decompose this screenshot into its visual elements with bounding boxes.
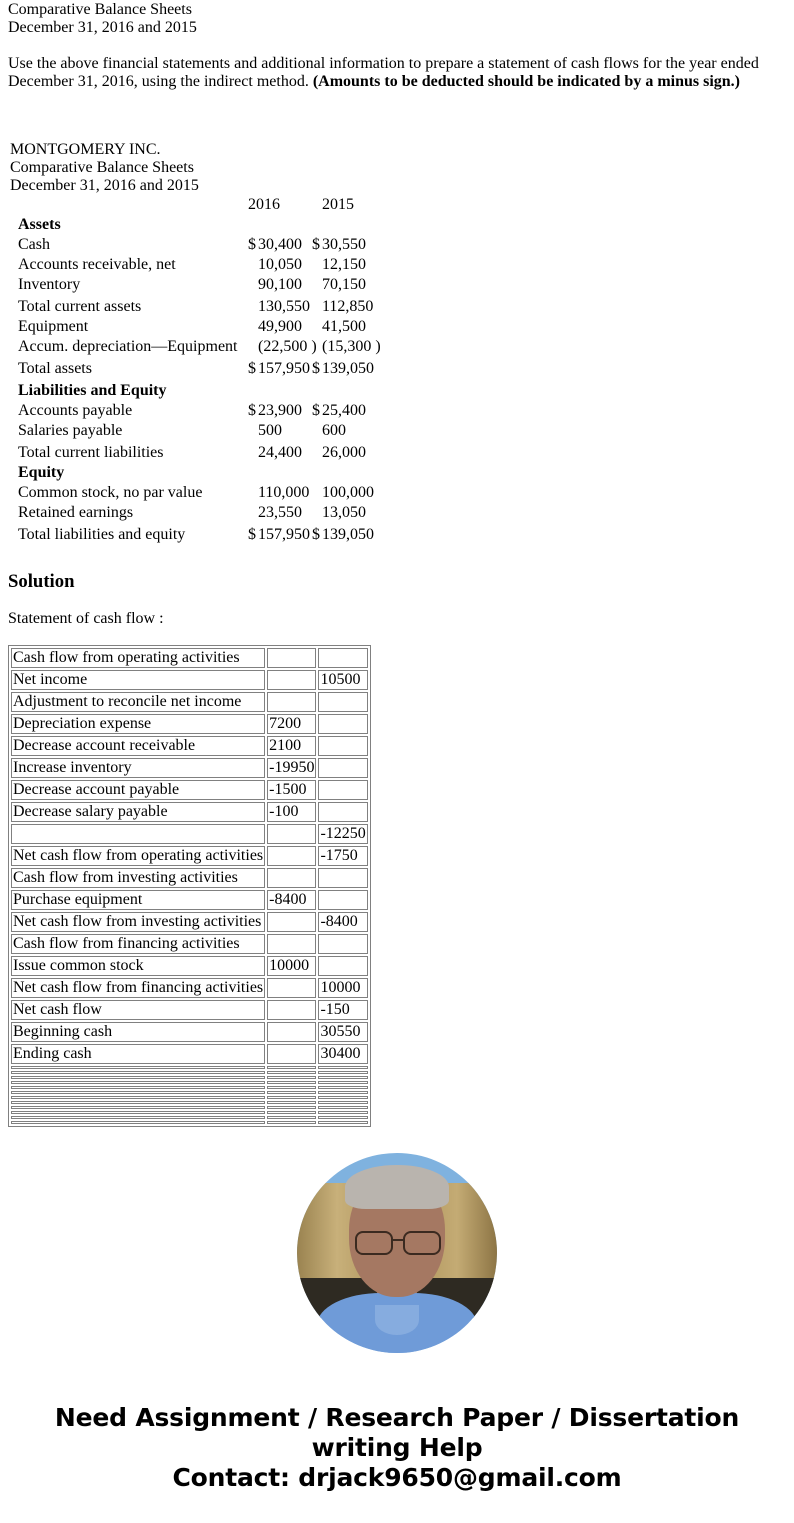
value-2015	[312, 503, 366, 523]
value-2016	[248, 381, 258, 401]
promo-line-2: writing Help	[311, 1433, 483, 1462]
table-row	[11, 758, 368, 778]
balance-row	[10, 443, 390, 463]
row-adjustment	[267, 648, 316, 668]
empty-row	[11, 1106, 368, 1109]
row-label: Adjustment to reconcile net income	[11, 692, 265, 712]
table-row	[11, 890, 368, 910]
balance-row	[10, 359, 390, 379]
empty-cell	[318, 1066, 367, 1069]
row-label: Depreciation expense	[11, 714, 265, 734]
instruction	[8, 55, 788, 91]
row-adjustment	[267, 978, 316, 998]
table-row	[11, 1022, 368, 1042]
value-2016	[248, 337, 317, 357]
empty-cell	[11, 1106, 265, 1109]
row-total: 10500	[318, 670, 367, 690]
value-2016	[248, 215, 258, 235]
table-row	[11, 802, 368, 822]
glasses-icon	[403, 1231, 441, 1255]
empty-row	[11, 1086, 368, 1089]
amount: 41,500	[322, 318, 366, 335]
solution-subheading: Statement of cash flow :	[8, 610, 164, 627]
amount: 23,550	[258, 504, 302, 521]
row-adjustment	[267, 1044, 316, 1064]
row-adjustment	[267, 846, 316, 866]
row-adjustment: 2100	[267, 736, 316, 756]
row-total: 10000	[318, 978, 367, 998]
empty-row	[11, 1121, 368, 1124]
row-total	[318, 736, 367, 756]
row-adjustment	[267, 1000, 316, 1020]
amount: 110,000	[258, 484, 310, 501]
year-2015: 2015	[322, 196, 354, 213]
value-2016	[248, 463, 258, 483]
table-row	[11, 824, 368, 844]
amount: 10,050	[258, 256, 302, 273]
row-adjustment	[267, 934, 316, 954]
section-header-row	[10, 463, 390, 483]
empty-cell	[267, 1106, 316, 1109]
row-adjustment: 7200	[267, 714, 316, 734]
value-2015	[312, 359, 374, 379]
empty-cell	[267, 1066, 316, 1069]
amount: 100,000	[322, 484, 374, 501]
empty-cell	[267, 1071, 316, 1074]
row-label: Salaries payable	[18, 422, 123, 439]
amount: (22,500 )	[258, 338, 317, 355]
value-2016	[248, 359, 310, 379]
row-label: Net income	[11, 670, 265, 690]
amount: 70,150	[322, 276, 366, 293]
table-row	[11, 648, 368, 668]
row-total: -150	[318, 1000, 367, 1020]
table-row	[11, 692, 368, 712]
amount: 157,950	[258, 360, 310, 377]
row-label: Liabilities and Equity	[18, 382, 167, 399]
empty-cell	[11, 1086, 265, 1089]
empty-cell	[11, 1101, 265, 1104]
intro-text	[8, 1, 788, 91]
empty-cell	[11, 1091, 265, 1094]
empty-row	[11, 1076, 368, 1079]
empty-row	[11, 1066, 368, 1069]
row-adjustment	[267, 824, 316, 844]
value-2016	[248, 421, 282, 441]
empty-row	[11, 1116, 368, 1119]
empty-cell	[318, 1121, 367, 1124]
table-row	[11, 1044, 368, 1064]
value-2016	[248, 443, 302, 463]
row-label: Accounts payable	[18, 402, 133, 419]
row-label: Cash flow from investing activities	[11, 868, 265, 888]
empty-cell	[11, 1096, 265, 1099]
empty-cell	[318, 1101, 367, 1104]
empty-cell	[267, 1086, 316, 1089]
value-2016	[248, 525, 310, 545]
value-2015	[312, 421, 346, 441]
cash-flow-table	[8, 645, 371, 1127]
amount: 25,400	[322, 402, 366, 419]
empty-cell	[11, 1116, 265, 1119]
value-2015	[312, 443, 366, 463]
avatar-collar	[375, 1305, 419, 1335]
empty-cell	[318, 1086, 367, 1089]
empty-cell	[318, 1071, 367, 1074]
empty-cell	[267, 1076, 316, 1079]
row-adjustment	[267, 670, 316, 690]
row-label: Total current liabilities	[18, 444, 164, 461]
empty-cell	[318, 1081, 367, 1084]
row-total	[318, 890, 367, 910]
value-2015	[312, 297, 373, 317]
amount: 49,900	[258, 318, 302, 335]
empty-cell	[318, 1106, 367, 1109]
row-label: Ending cash	[11, 1044, 265, 1064]
empty-cell	[318, 1116, 367, 1119]
value-2016	[248, 317, 302, 337]
row-label: Common stock, no par value	[18, 484, 203, 501]
empty-cell	[267, 1121, 316, 1124]
row-total	[318, 956, 367, 976]
row-adjustment	[267, 1022, 316, 1042]
empty-row	[11, 1101, 368, 1104]
row-label: Purchase equipment	[11, 890, 265, 910]
table-row	[11, 956, 368, 976]
value-2016	[248, 235, 302, 255]
empty-cell	[11, 1076, 265, 1079]
row-label: Total assets	[18, 360, 92, 377]
solution-heading: Solution	[8, 571, 75, 592]
currency-symbol: $	[312, 236, 320, 253]
balance-sheet-date: December 31, 2016 and 2015	[10, 177, 199, 194]
value-2015	[312, 525, 374, 545]
row-adjustment	[267, 912, 316, 932]
table-row	[11, 670, 368, 690]
value-2015	[312, 275, 366, 295]
row-label: Total current assets	[18, 298, 142, 315]
author-avatar	[297, 1153, 497, 1353]
amount: 600	[322, 422, 346, 439]
balance-row	[10, 421, 390, 441]
row-label: Total liabilities and equity	[18, 526, 186, 543]
year-header-row	[10, 195, 354, 215]
value-2016	[248, 483, 309, 503]
row-adjustment	[267, 692, 316, 712]
balance-row	[10, 401, 390, 421]
empty-cell	[11, 1066, 265, 1069]
row-label: Assets	[18, 216, 61, 233]
table-row	[11, 1000, 368, 1020]
amount: 500	[258, 422, 282, 439]
value-2016	[248, 503, 302, 523]
row-total: 30400	[318, 1044, 367, 1064]
balance-row	[10, 255, 390, 275]
empty-cell	[11, 1071, 265, 1074]
row-adjustment	[267, 868, 316, 888]
amount: 13,050	[322, 504, 366, 521]
balance-sheet-title: Comparative Balance Sheets	[10, 159, 194, 176]
row-label: Equipment	[18, 318, 89, 335]
balance-row	[10, 297, 390, 317]
row-adjustment: -19950	[269, 759, 315, 776]
table-row	[11, 736, 368, 756]
empty-row	[11, 1096, 368, 1099]
row-adjustment: -8400	[267, 890, 316, 910]
empty-cell	[267, 1101, 316, 1104]
balance-row	[10, 483, 390, 503]
row-total	[318, 648, 367, 668]
row-label: Net cash flow from operating activities	[13, 847, 264, 864]
table-row	[11, 868, 368, 888]
amount: 130,550	[258, 298, 310, 315]
value-2016	[248, 297, 310, 317]
value-2015	[312, 337, 381, 357]
currency-symbol: $	[248, 236, 256, 253]
empty-cell	[318, 1111, 367, 1114]
currency-symbol: $	[312, 402, 320, 419]
row-label: Issue common stock	[11, 956, 265, 976]
value-2015	[312, 483, 374, 503]
row-adjustment: -1500	[267, 780, 316, 800]
row-label: Increase inventory	[11, 758, 265, 778]
row-label: Beginning cash	[11, 1022, 265, 1042]
amount: 24,400	[258, 444, 302, 461]
balance-row	[10, 235, 390, 255]
row-total	[318, 758, 367, 778]
value-2015	[312, 255, 366, 275]
intro-title: Comparative Balance Sheets	[8, 1, 192, 18]
empty-row	[11, 1071, 368, 1074]
row-label: Decrease account receivable	[11, 736, 265, 756]
amount: 90,100	[258, 276, 302, 293]
row-adjustment: -100	[267, 802, 316, 822]
row-label: Cash flow from operating activities	[11, 648, 265, 668]
table-row	[11, 846, 368, 866]
row-total	[318, 934, 367, 954]
amount: 157,950	[258, 526, 310, 543]
amount: 26,000	[322, 444, 366, 461]
amount: 30,400	[258, 236, 302, 253]
company-name: MONTGOMERY INC.	[10, 141, 161, 158]
row-label: Decrease salary payable	[11, 802, 265, 822]
amount: 12,150	[322, 256, 366, 273]
value-2015	[312, 463, 322, 483]
empty-row	[11, 1111, 368, 1114]
balance-row	[10, 317, 390, 337]
promo-banner	[0, 1403, 794, 1493]
table-row	[11, 934, 368, 954]
row-label	[11, 824, 265, 844]
value-2016	[248, 275, 302, 295]
currency-symbol: $	[248, 402, 256, 419]
amount: 23,900	[258, 402, 302, 419]
row-total: -8400	[318, 912, 367, 932]
row-total	[318, 868, 367, 888]
intro-date: December 31, 2016 and 2015	[8, 19, 197, 36]
row-label: Equity	[18, 464, 65, 481]
amount: 139,050	[322, 526, 374, 543]
row-label: Net cash flow from financing activities	[13, 979, 264, 996]
value-2015	[312, 215, 322, 235]
empty-cell	[318, 1096, 367, 1099]
glasses-icon	[355, 1231, 393, 1255]
balance-sheet	[10, 141, 381, 545]
row-label: Cash flow from financing activities	[11, 934, 265, 954]
row-adjustment: 10000	[267, 956, 316, 976]
section-header-row	[10, 381, 390, 401]
balance-row	[10, 275, 390, 295]
row-total: -12250	[320, 825, 366, 842]
table-row	[11, 714, 368, 734]
row-label: Decrease account payable	[11, 780, 265, 800]
table-row	[11, 912, 368, 932]
row-total	[318, 780, 367, 800]
row-total	[318, 692, 367, 712]
row-label: Net cash flow from investing activities	[11, 912, 265, 932]
amount: 30,550	[322, 236, 366, 253]
empty-cell	[318, 1076, 367, 1079]
currency-symbol: $	[248, 526, 256, 543]
amount: 139,050	[322, 360, 374, 377]
empty-cell	[267, 1081, 316, 1084]
value-2015	[312, 401, 366, 421]
year-2016: 2016	[248, 196, 280, 213]
currency-symbol: $	[248, 360, 256, 377]
row-total: -1750	[318, 846, 367, 866]
empty-cell	[318, 1091, 367, 1094]
value-2016	[248, 401, 302, 421]
balance-row	[10, 337, 390, 357]
amount: 112,850	[322, 298, 374, 315]
value-2015	[312, 381, 322, 401]
balance-sheet-rows	[10, 215, 381, 545]
row-label: Net cash flow	[11, 1000, 265, 1020]
empty-cell	[11, 1121, 265, 1124]
empty-cell	[11, 1081, 265, 1084]
value-2015	[312, 235, 366, 255]
currency-symbol: $	[312, 526, 320, 543]
row-label: Cash	[18, 236, 50, 253]
empty-cell	[267, 1116, 316, 1119]
value-2015	[312, 317, 366, 337]
table-row	[11, 780, 368, 800]
empty-cell	[267, 1091, 316, 1094]
section-header-row	[10, 215, 390, 235]
balance-row	[10, 525, 390, 545]
row-label: Retained earnings	[18, 504, 134, 521]
row-label: Inventory	[18, 276, 81, 293]
value-2016	[248, 255, 302, 275]
balance-row	[10, 503, 390, 523]
avatar-hair	[345, 1165, 449, 1209]
empty-row	[11, 1091, 368, 1094]
glasses-bridge	[391, 1239, 403, 1241]
row-label: Accum. depreciation—Equipment	[18, 338, 238, 355]
empty-cell	[11, 1111, 265, 1114]
table-row	[11, 978, 368, 998]
empty-row	[11, 1081, 368, 1084]
instruction-text: Use the above financial statements and additional information to prepare a statement of cash flows for the year ended December 31, 2016, using the indirect method.	[8, 55, 759, 90]
row-total	[318, 714, 367, 734]
empty-cell	[267, 1096, 316, 1099]
promo-line-1: Need Assignment / Research Paper / Dissertation	[54, 1403, 740, 1432]
instruction-bold: (Amounts to be deducted should be indicated by a minus sign.)	[312, 73, 741, 90]
amount: (15,300 )	[322, 338, 381, 355]
currency-symbol: $	[312, 360, 320, 377]
row-total: 30550	[318, 1022, 367, 1042]
row-total	[318, 802, 367, 822]
row-label: Accounts receivable, net	[18, 256, 176, 273]
empty-cell	[267, 1111, 316, 1114]
promo-contact: Contact: drjack9650@gmail.com	[172, 1463, 622, 1492]
